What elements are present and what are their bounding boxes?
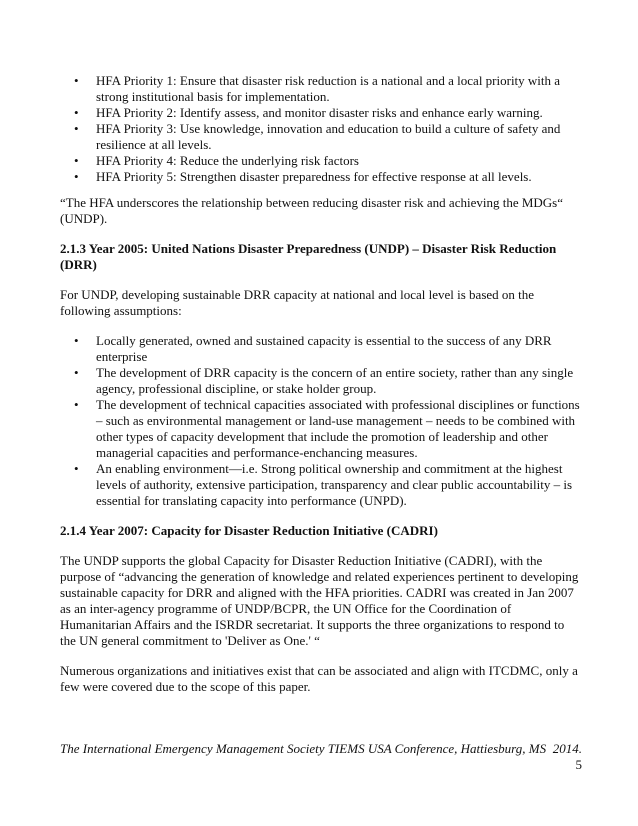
list-item-text: The development of DRR capacity is the concern of an entire society, rather than any single agency, professional discipline, or stake holder group. [96, 365, 574, 396]
footer-year: 2014. [552, 741, 582, 756]
page-number: 5 [575, 757, 582, 772]
bullet-icon: • [74, 169, 79, 184]
list-item-text: HFA Priority 1: Ensure that disaster risk reduction is a national and a local priority with a strong institutional basis for implementation. [96, 73, 561, 104]
list-item [60, 397, 582, 461]
section-heading-2-1-4: 2.1.4 Year 2007: Capacity for Disaster Reduction Initiative (CADRI) [60, 523, 438, 538]
cadri-paragraph: The UNDP supports the global Capacity for Disaster Reduction Initiative (CADRI), with the purpose of “advancing the generation of knowledge and related experiences pertinent to developing sustainable capacity for DRR and aligned with the HFA priorities. CADRI was created in Jan 2007 as an inter-agency programme of UNDP/BCPR, the UN Office for the Coordination of Humanitarian Affairs and the ISRDR secretariat. It supports the three organizations to respond to the UN general commitment to 'Deliver as One.' “ [60, 553, 579, 648]
bullet-icon: • [74, 333, 79, 348]
undp-assumptions-list [60, 333, 582, 509]
closing-paragraph: Numerous organizations and initiatives exist that can be associated and align with ITCDMC, only a few were covered due to the scope of this paper. [60, 663, 578, 694]
bullet-icon: • [74, 105, 79, 120]
list-item-text: HFA Priority 4: Reduce the underlying risk factors [96, 153, 359, 168]
list-item [60, 73, 582, 105]
section-heading-2-1-3: 2.1.3 Year 2005: United Nations Disaster Preparedness (UNDP) – Disaster Risk Reduction (DRR) [60, 241, 557, 272]
list-item-text: HFA Priority 5: Strengthen disaster preparedness for effective response at all levels. [96, 169, 532, 184]
page-body [60, 73, 582, 695]
list-item [60, 333, 582, 365]
bullet-icon: • [74, 365, 79, 380]
bullet-icon: • [74, 397, 79, 412]
list-item [60, 105, 582, 121]
bullet-icon: • [74, 121, 79, 136]
list-item [60, 365, 582, 397]
bullet-icon: • [74, 153, 79, 168]
list-item [60, 153, 582, 169]
undp-intro-paragraph: For UNDP, developing sustainable DRR capacity at national and local level is based on the following assumptions: [60, 287, 535, 318]
list-item-text: Locally generated, owned and sustained capacity is essential to the success of any DRR enterprise [96, 333, 552, 364]
list-item [60, 169, 582, 185]
hfa-priority-list [60, 73, 582, 185]
list-item-text: An enabling environment—i.e. Strong political ownership and commitment at the highest levels of authority, extensive participation, transparency and clear public accountability – is essential for translating capacity into performance (UNPD). [96, 461, 573, 508]
list-item-text: HFA Priority 2: Identify assess, and monitor disaster risks and enhance early warning. [96, 105, 543, 120]
list-item-text: HFA Priority 3: Use knowledge, innovation and education to build a culture of safety and resilience at all levels. [96, 121, 561, 152]
list-item [60, 121, 582, 153]
bullet-icon: • [74, 461, 79, 476]
hfa-quote-paragraph: “The HFA underscores the relationship between reducing disaster risk and achieving the MDGs“ (UNDP). [60, 195, 564, 226]
bullet-icon: • [74, 73, 79, 88]
list-item-text: The development of technical capacities associated with professional disciplines or functions – such as environmental management or land-use management – needs to be combined with other types of capacity development that include the promotion of leadership and other managerial capacities and performance-enchancing measures. [96, 397, 580, 460]
page-footer [60, 741, 582, 773]
footer-conference: The International Emergency Management Society TIEMS USA Conference, Hattiesburg, MS [60, 741, 547, 756]
list-item [60, 461, 582, 509]
